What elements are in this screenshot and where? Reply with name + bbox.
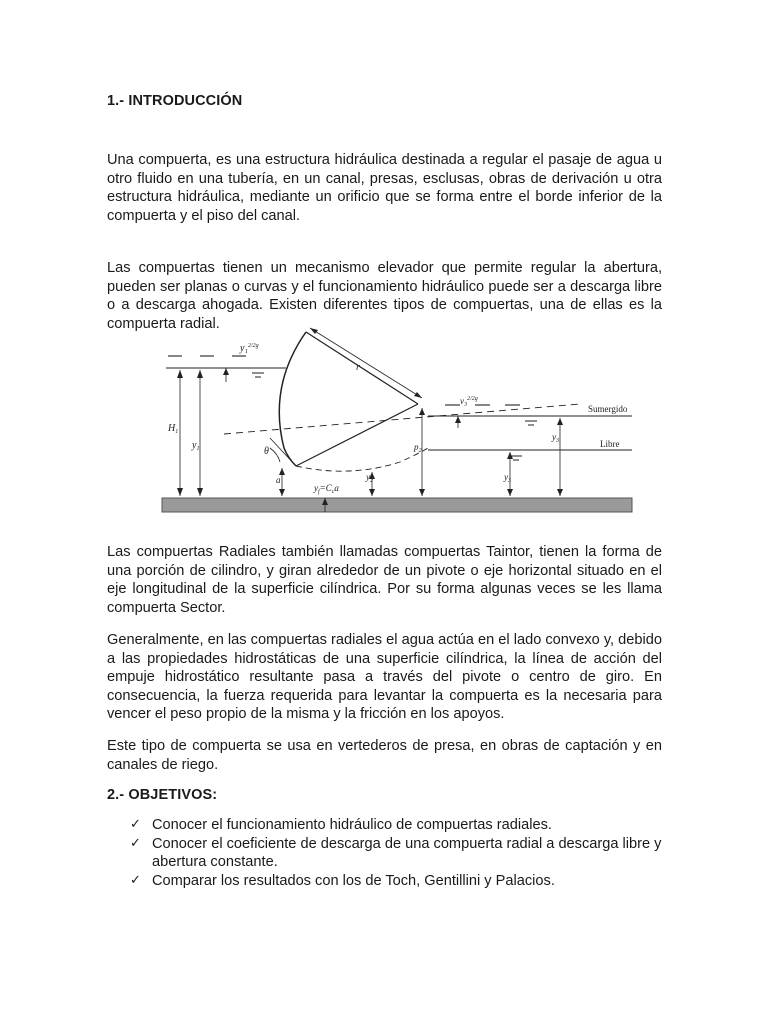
- objective-item: ✓ Conocer el coeficiente de descarga de una compuerta radial a descarga libre y abertura constante.: [130, 835, 662, 871]
- paragraph-5: Este tipo de compuerta se usa en vertederos de presa, en obras de captación y en canales de riego.: [107, 738, 662, 773]
- label-libre: Libre: [600, 439, 620, 449]
- intro-heading: 1.- INTRODUCCIÓN: [107, 93, 243, 109]
- label-H1: $H_1$: [168, 423, 179, 435]
- label-y2: $y_2$: [366, 472, 373, 484]
- label-y3-free: $y_3$: [504, 472, 511, 484]
- checkmark-icon: ✓: [130, 872, 141, 888]
- objective-item: ✓ Conocer el funcionamiento hidráulico de compuertas radiales.: [130, 817, 552, 833]
- paragraph-2: Las compuertas tienen un mecanismo elevador que permite regular la abertura, pueden ser planas o curvas y el funcionamiento hidráulico puede ser a descarga libre o a descarga ahogada. Existen diferentes tipos de compuertas, una de ellas es la compuerta radial.: [107, 260, 662, 332]
- pivot-dashed-line: [224, 404, 580, 434]
- label-sumergido: Sumergido: [588, 404, 628, 414]
- paragraph-4: Generalmente, en las compuertas radiales el agua actúa en el lado convexo y, debido a las propiedades hidrostáticas de una superficie cilíndrica, la línea de acción del empuje hidrostático resultante pasa a través del pivote o centro de giro. En consecuencia, la fuerza requerida para levantar la compuerta es la necesaria para vencer el peso propio de la misma y la fricción en los apoyos.: [107, 632, 662, 723]
- objectives-list: [130, 816, 670, 890]
- gate-upper-arm: [306, 332, 418, 404]
- label-p2: $p_2$: [414, 442, 422, 454]
- jet-curve: [296, 448, 428, 471]
- label-y3-submerged: $y_3$: [552, 432, 559, 444]
- gate-lower-arm: [296, 404, 418, 466]
- label-yf: $y_f=C_ca$: [314, 483, 339, 495]
- paragraph-1: Una compuerta, es una estructura hidráulica destinada a regular el pasaje de agua u otro fluido en una tubería, en un canal, presas, esclusas, obras de derivación u otra estructura hidráulica, mediante un orificio que se forma entre el borde inferior de la compuerta y el piso del canal.: [107, 152, 662, 224]
- objectives-heading: 2.- OBJETIVOS:: [107, 787, 218, 803]
- label-y1: $y_1$: [192, 440, 200, 452]
- checkmark-icon: ✓: [130, 817, 141, 832]
- label-a: a: [276, 475, 281, 485]
- objective-item: ✓ Comparar los resultados con los de Toch, Gentillini y Palacios.: [130, 872, 555, 889]
- label-velocity-head-3: v₃$^{2/2g}$: [460, 396, 478, 406]
- paragraph-3: Las compuertas Radiales también llamadas compuertas Taintor, tienen la forma de una porción de cilindro, y giran alrededor de un pivote o eje horizontal situado en el eje longitudinal de la superficie cilíndrica. Por su forma algunas veces se les llama compuerta Sector.: [107, 544, 662, 616]
- checkmark-icon: ✓: [130, 835, 141, 851]
- label-theta: θ: [264, 446, 269, 457]
- radial-gate-diagram: [160, 326, 638, 526]
- label-radius: r: [356, 362, 360, 373]
- gate-skin-plate: [279, 332, 306, 466]
- canal-floor: [162, 498, 632, 512]
- label-velocity-head-1: y₁$^{2/2g}$: [240, 343, 259, 354]
